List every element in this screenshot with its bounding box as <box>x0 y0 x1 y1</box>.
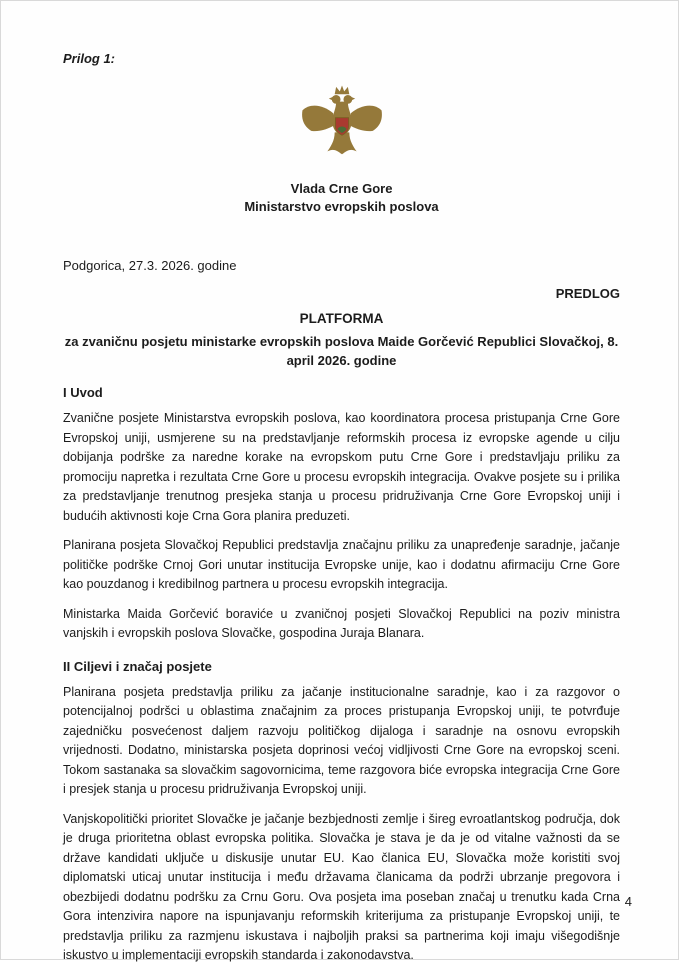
paragraph: Planirana posjeta predstavlja priliku za jačanje institucionalne saradnje, kao i za razgovor o potencijalnoj podršci u oblastima značajnim za proces pristupanja Evropskoj uniji, te potvrđuje zajedničku posvećenost daljem razvoju političkog dijaloga i saradnje na osnovu evropskih vrijednosti. Dodatno, ministarska posjeta doprinosi većoj vidljivosti Crne Gore na evropskoj sceni. Tokom sastanaka sa slovačkim sagovornicima, teme razgovora biće evropska integracija Crne Gore i presjek stanja u procesu pridruživanja Evropskoj uniji. <box>63 684 620 796</box>
attachment-label: Prilog 1: <box>63 51 116 66</box>
paragraph: Zvanične posjete Ministarstva evropskih poslova, kao koordinatora procesa pristupanja Crne Gore Evropskoj uniji, usmjerene su na predstavljanje reformskih procesa iz evropske agende u cilju dobijanja podrške za naredne korake na evropskom putu Crne Gore i predstavljaju priliku za promociju napretka i rezultata Crne Gore u procesu evropskih integracija. Ovakve posjete su i prilika za predstavljanje trenutnog presjeka stanja u procesu pridruživanja Crne Gore Evropskoj uniji i budućih aktivnosti koje Crna Gora planira preduzeti. <box>63 411 620 523</box>
paragraph: Ministarka Maida Gorčević boraviće u zvaničnoj posjeti Slovačkoj Republici na poziv ministra vanjskih i evropskih poslova Slovačke, gospodina Juraja Blanara. <box>63 606 620 640</box>
doc-type-label: PREDLOG <box>555 286 620 301</box>
montenegro-coat-of-arms-icon <box>63 84 620 166</box>
paragraph: Planirana posjeta Slovačkoj Republici predstavlja značajnu priliku za unapređenje saradnje, jačanje političke podrške Crnoj Gori unutar institucija Evropske unije, kao i dodatnu afirmaciju Crne Gore kao pouzdanog i kredibilnog partnera u procesu evropskih integracija. <box>63 538 620 591</box>
page-number: 4 <box>624 894 632 909</box>
section-heading-ciljevi: II Ciljevi i značaj posjete <box>63 658 212 674</box>
section-heading-uvod: I Uvod <box>63 385 103 400</box>
place-date-line: Podgorica, 27.3. 2026. godine <box>63 258 237 273</box>
double-headed-eagle-icon <box>298 84 386 166</box>
doc-title: PLATFORMA <box>299 311 384 326</box>
government-name: Vlada Crne Gore <box>290 181 393 196</box>
doc-subtitle: za zvaničnu posjetu ministarke evropskih poslova Maide Gorčević Republici Slovačkoj, 8. april 2026. godine <box>64 334 619 368</box>
paragraph: Vanjskopolitički prioritet Slovačke je jačanje bezbjednosti zemlje i šireg evroatlantskog područja, dok je druga prioritetna oblast evropska politika. Slovačka je stava je da je od vitalne važnosti da se države kandidati uključe u diskusije unutar EU. Kao članica EU, Slovačka može koristiti svoj diplomatski uticaj unutar institucija i među državama članicama da podrži ubrzanje pregovora i obezbijedi dodatnu podršku za Crnu Goru. Ova posjeta ima poseban značaj u trenutku kada Crna Gora intenzivira napore na ispunjavanju reformskih kriterijuma za pristupanje Evropskoj uniji, te predstavlja priliku za razmjenu iskustava i najboljih praksi sa partnerima koji imaju višegodišnje iskustvo u implementaciji evropskih standarda i zakonodavstva. <box>63 811 620 962</box>
ministry-name: Ministarstvo evropskih poslova <box>244 199 439 214</box>
